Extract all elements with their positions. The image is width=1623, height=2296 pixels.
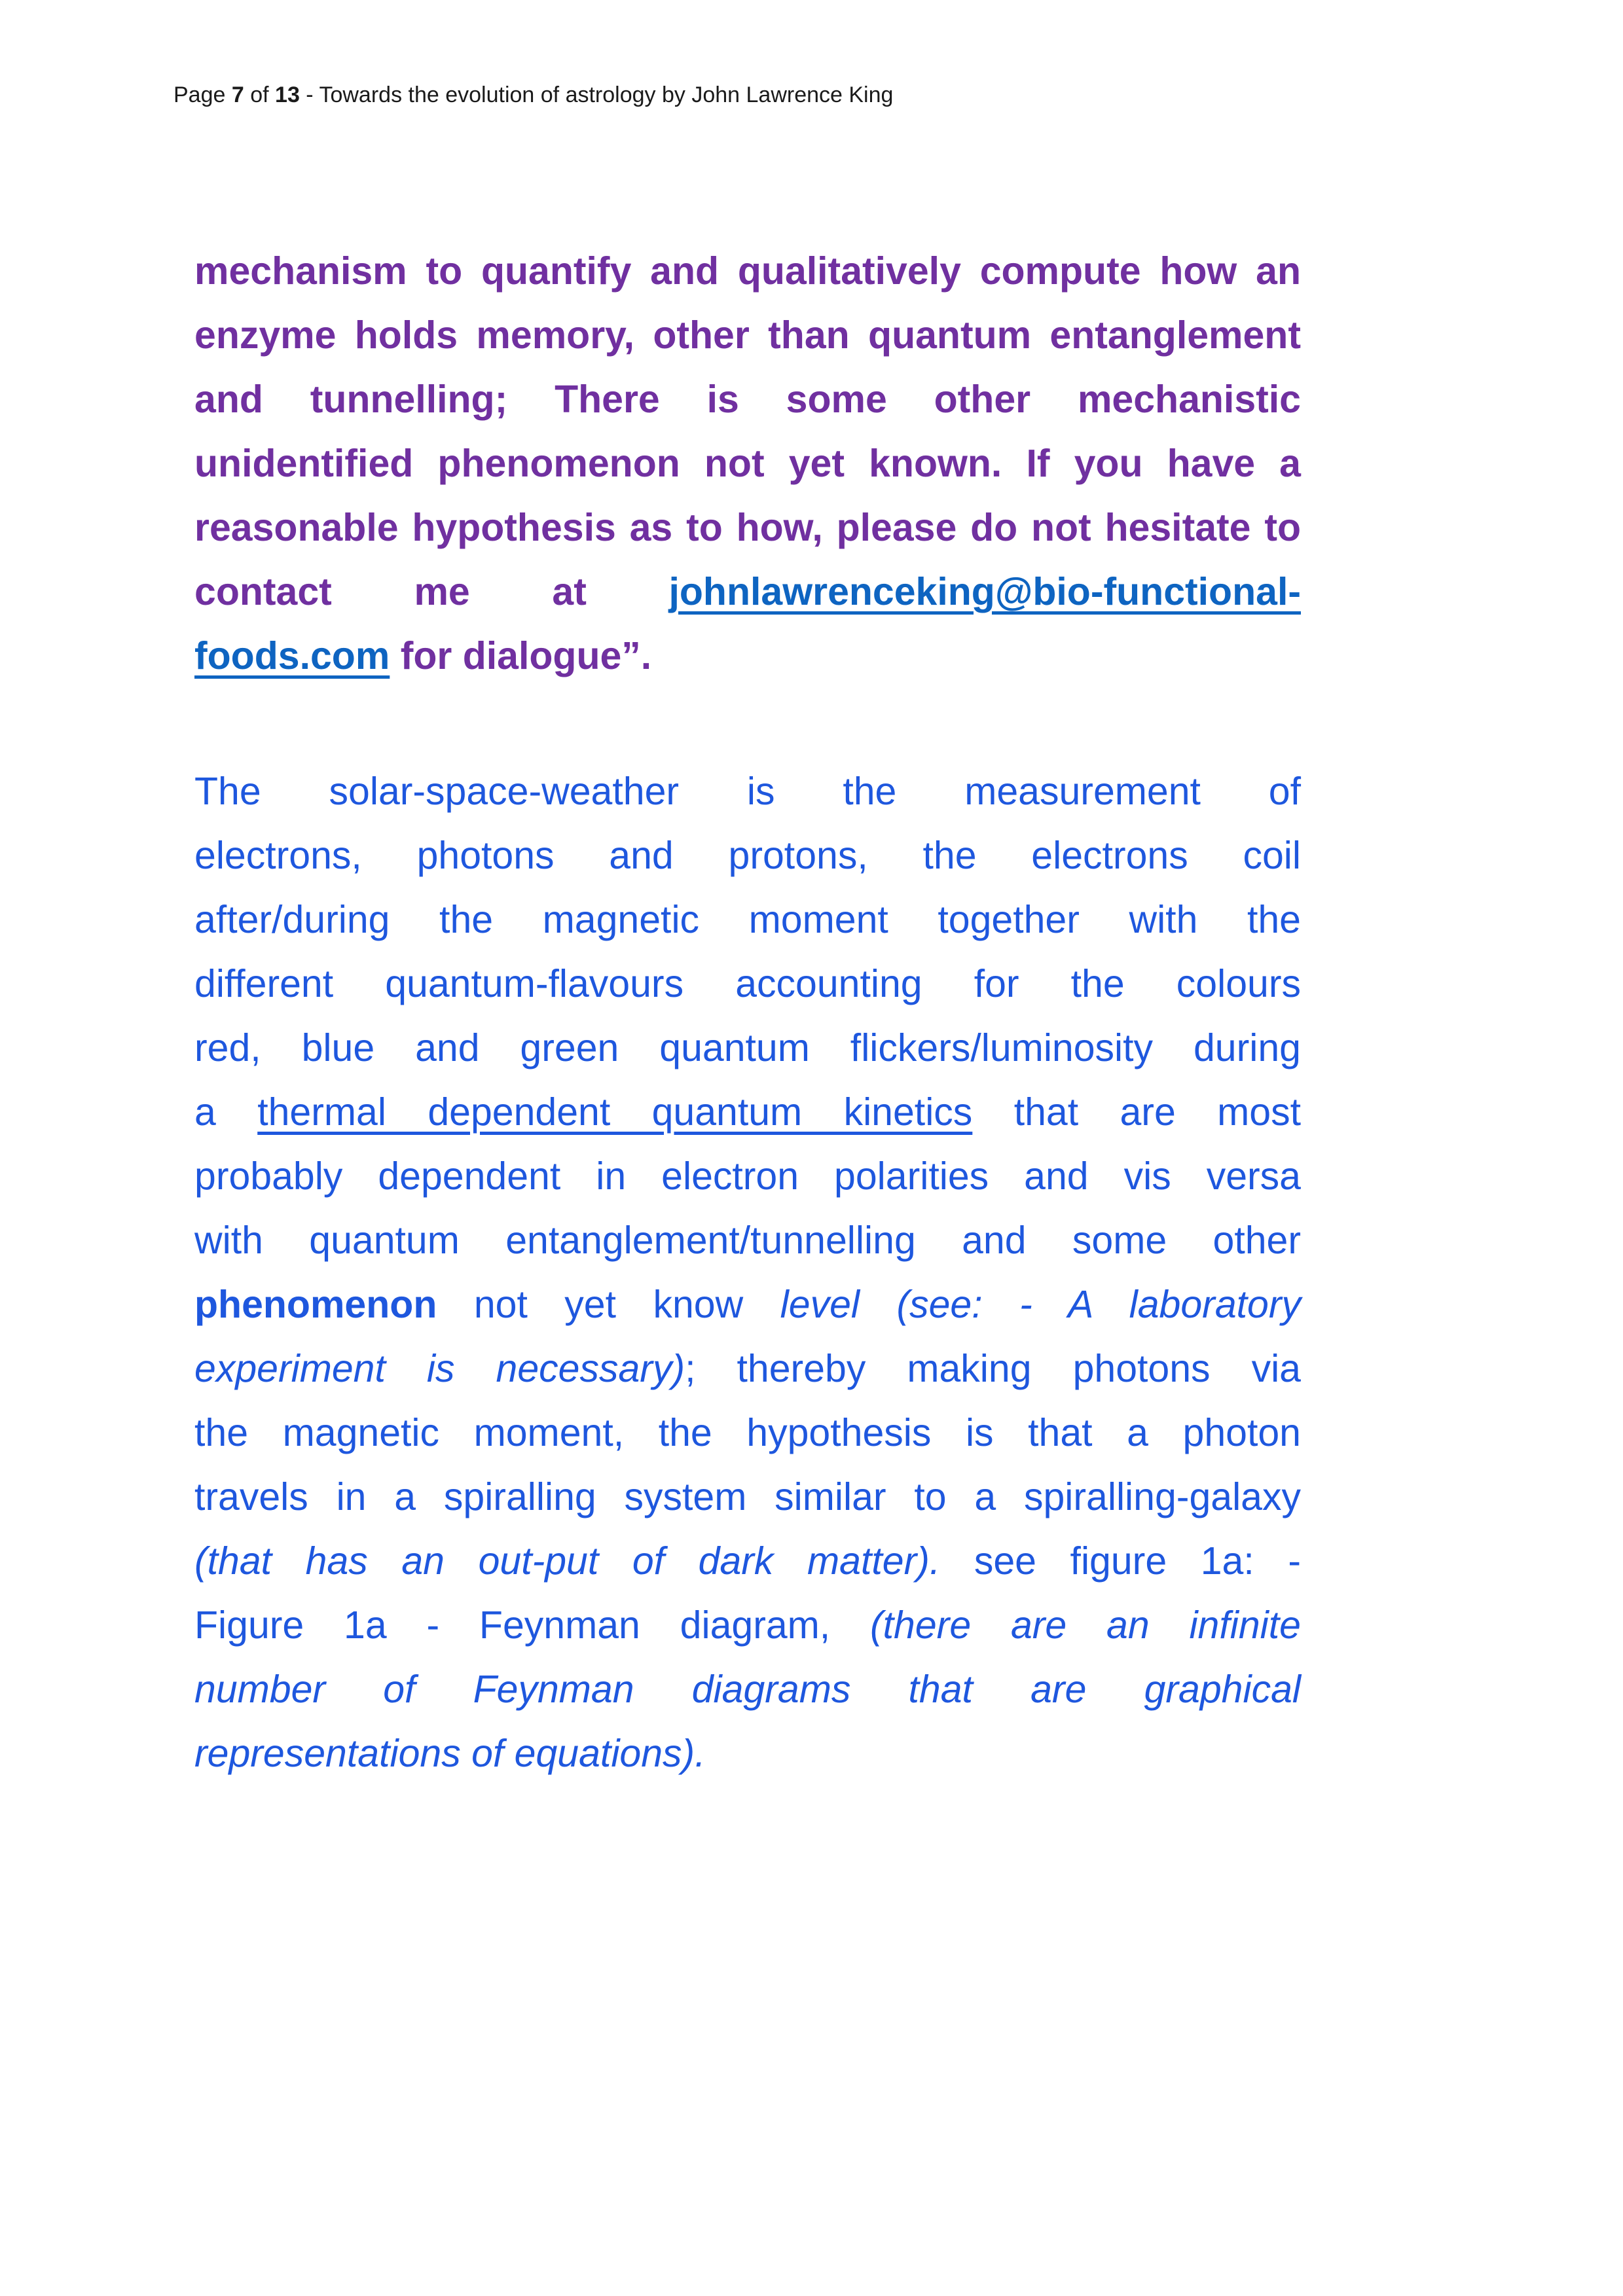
text-line (194, 560, 1301, 624)
text-run: and tunnelling; There is some other mechanistic (194, 378, 1301, 421)
text-line (194, 303, 1301, 367)
text-run: a (194, 1090, 258, 1134)
page-header (173, 81, 893, 109)
text-run: ; thereby making photons via (685, 1347, 1301, 1390)
text-line (194, 1465, 1301, 1529)
text-line (194, 367, 1301, 431)
text-run: The solar-space-weather is the measurement of (194, 770, 1301, 813)
text-run: phenomenon (194, 1283, 437, 1326)
text-run: - Towards the evolution of astrology by John Lawrence King (299, 82, 894, 107)
text-run: (that has an out-put of dark matter). (194, 1539, 941, 1583)
text-run: contact me at (194, 570, 669, 613)
text-line (194, 1336, 1301, 1401)
text-run: enzyme holds memory, other than quantum entanglement (194, 314, 1301, 357)
text-run: unidentified phenomenon not yet known. If you have a (194, 442, 1301, 485)
quote-paragraph (194, 239, 1301, 688)
text-run: (there are an infinite (870, 1604, 1301, 1647)
text-run: experiment is necessary) (194, 1347, 685, 1390)
text-line (194, 1208, 1301, 1272)
text-run: travels in a spiralling system similar to a spiralling-galaxy (194, 1475, 1301, 1518)
text-run: 13 (275, 82, 300, 107)
solar-space-weather-paragraph (194, 759, 1301, 1785)
text-line (194, 952, 1301, 1016)
text-line (194, 1401, 1301, 1465)
text-line (194, 759, 1301, 823)
text-line (194, 624, 1301, 688)
text-line (194, 1593, 1301, 1657)
text-run: that are most (972, 1090, 1301, 1134)
text-line (194, 1272, 1301, 1336)
text-run: level (see: - A laboratory (780, 1283, 1301, 1326)
text-run: reasonable hypothesis as to how, please do not hesitate to (194, 506, 1301, 549)
text-line (194, 823, 1301, 888)
text-line (194, 431, 1301, 495)
text-line (194, 1016, 1301, 1080)
text-line (194, 888, 1301, 952)
email-link[interactable]: foods.com (194, 634, 390, 677)
text-run: different quantum-flavours accounting for the colours (194, 962, 1301, 1005)
text-run: Figure 1a - Feynman diagram, (194, 1604, 871, 1647)
text-run: for dialogue”. (390, 634, 652, 677)
text-line (194, 239, 1301, 303)
text-run: mechanism to quantify and qualitatively compute how an (194, 249, 1301, 293)
text-line (194, 495, 1301, 560)
text-line (194, 1529, 1301, 1593)
text-line (194, 1080, 1301, 1144)
text-line (194, 1657, 1301, 1721)
text-run: number of Feynman diagrams that are graphical (194, 1668, 1301, 1711)
text-line (194, 1144, 1301, 1208)
text-run: representations of equations). (194, 1732, 706, 1775)
text-run: not yet know (437, 1283, 780, 1326)
text-run: electrons, photons and protons, the electrons coil (194, 834, 1301, 877)
text-run: of (244, 82, 276, 107)
text-run: Page (173, 82, 232, 107)
text-run: see figure 1a: - (940, 1539, 1301, 1583)
text-run: red, blue and green quantum flickers/luminosity during (194, 1026, 1301, 1069)
text-run: the magnetic moment, the hypothesis is that a photon (194, 1411, 1301, 1454)
text-run: thermal dependent quantum kinetics (257, 1090, 973, 1134)
text-run: with quantum entanglement/tunnelling and some other (194, 1219, 1301, 1262)
text-run: 7 (231, 82, 244, 107)
text-line (194, 1721, 1301, 1785)
text-run: after/during the magnetic moment together with the (194, 898, 1301, 941)
text-run: probably dependent in electron polarities and vis versa (194, 1155, 1301, 1198)
email-link[interactable]: johnlawrenceking@bio-functional- (668, 570, 1301, 613)
